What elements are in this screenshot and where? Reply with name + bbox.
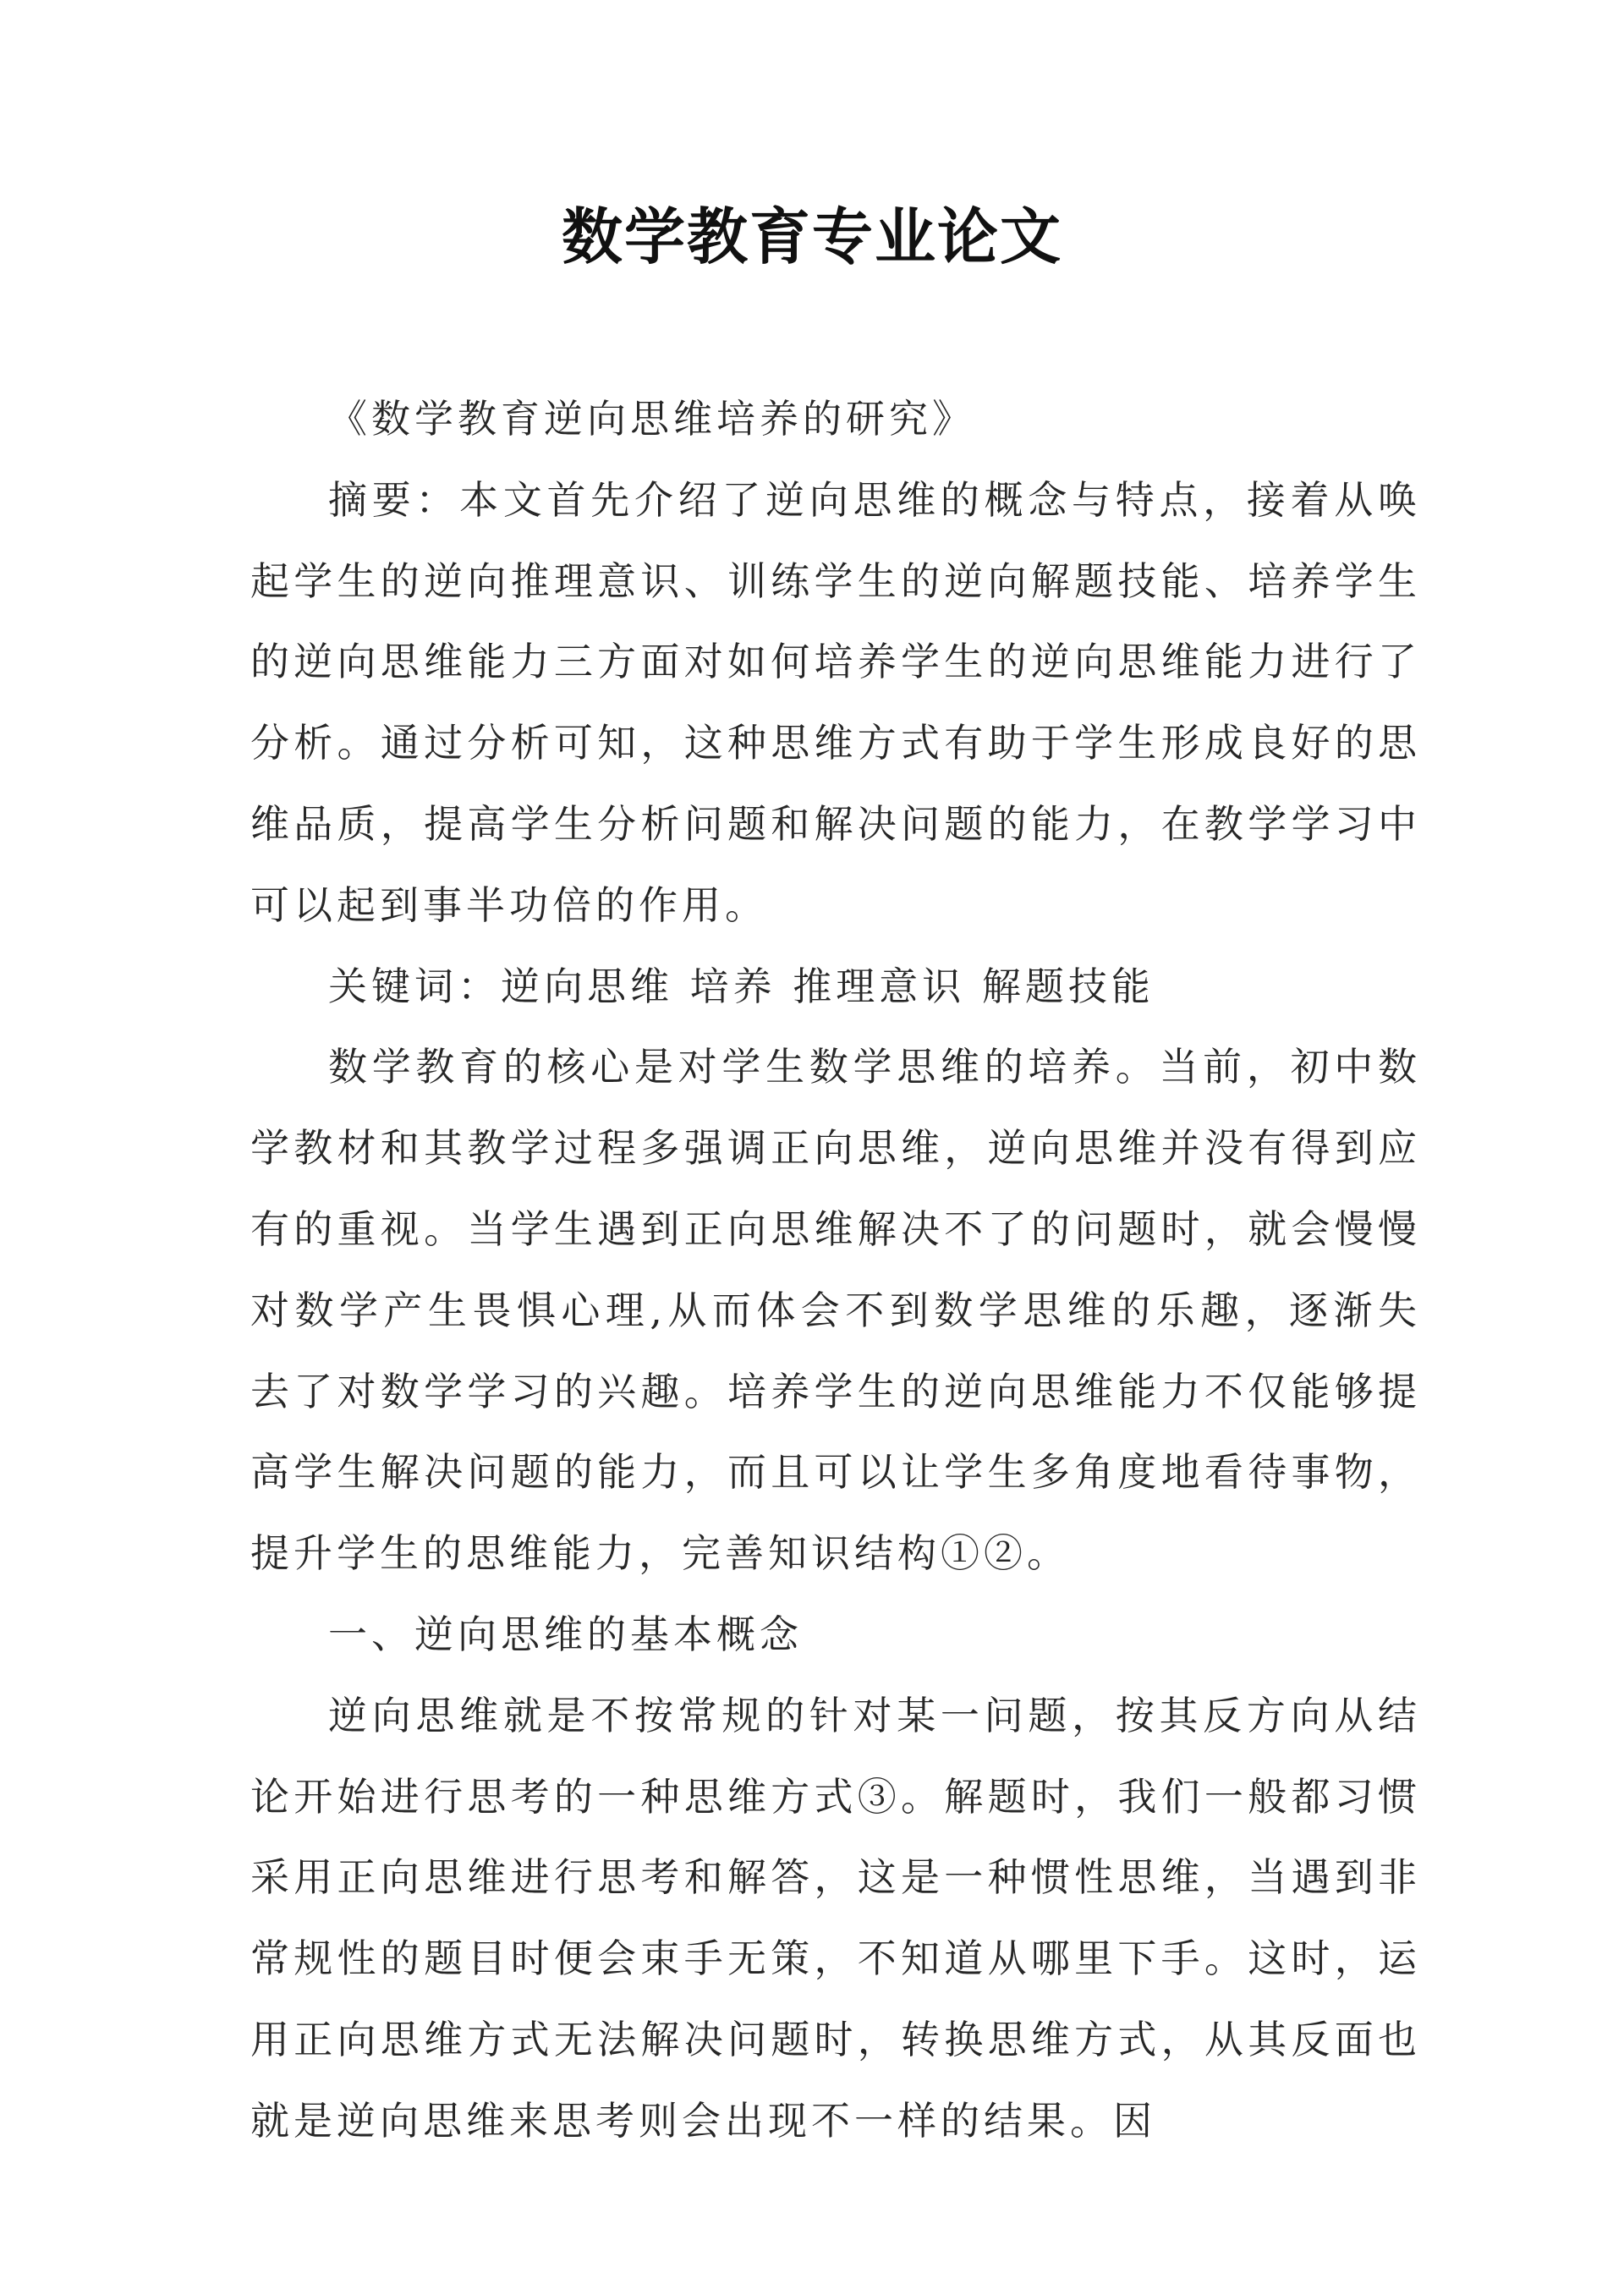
abstract-paragraph: 摘要：本文首先介绍了逆向思维的概念与特点，接着从唤起学生的逆向推理意识、训练学生的逆向解题技能、培养学生的逆向思维能力三方面对如何培养学生的逆向思维能力进行了分析。通过分析可知，这种思维方式有助于学生形成良好的思维品质，提高学生分析问题和解决问题的能力，在教学学习中可以起到事半功倍的作用。	[250, 476, 1421, 928]
keywords-paragraph: 关键词：逆向思维 培养 推理意识 解题技能	[328, 963, 1155, 1009]
intro-paragraph: 数学教育的核心是对学生数学思维的培养。当前，初中数学教材和其教学过程多强调正向思维，逆向思维并没有得到应有的重视。当学生遇到正向思维解决不了的问题时，就会慢慢对数学产生畏惧心理,从而体会不到数学思维的乐趣，逐渐失去了对数学学习的兴趣。培养学生的逆向思维能力不仅能够提高学生解决问题的能力，而且可以让学生多角度地看待事物，提升学生的思维能力，完善知识结构①②。	[250, 1044, 1421, 1577]
section-1-paragraph: 逆向思维就是不按常规的针对某一问题，按其反方向从结论开始进行思考的一种思维方式③。解题时，我们一般都习惯采用正向思维进行思考和解答，这是一种惯性思维，当遇到非常规性的题目时便会束手无策，不知道从哪里下手。这时，运用正向思维方式无法解决问题时，转换思维方式，从其反面也就是逆向思维来思考则会出现不一样的结果。因	[250, 1692, 1421, 2144]
section-heading-1: 一、逆向思维的基本概念	[328, 1611, 803, 1657]
document-title: 数学教育专业论文	[561, 201, 1062, 272]
document-body	[250, 379, 1421, 2162]
paper-title-paragraph: 《数学教育逆向思维培养的研究》	[328, 396, 975, 442]
